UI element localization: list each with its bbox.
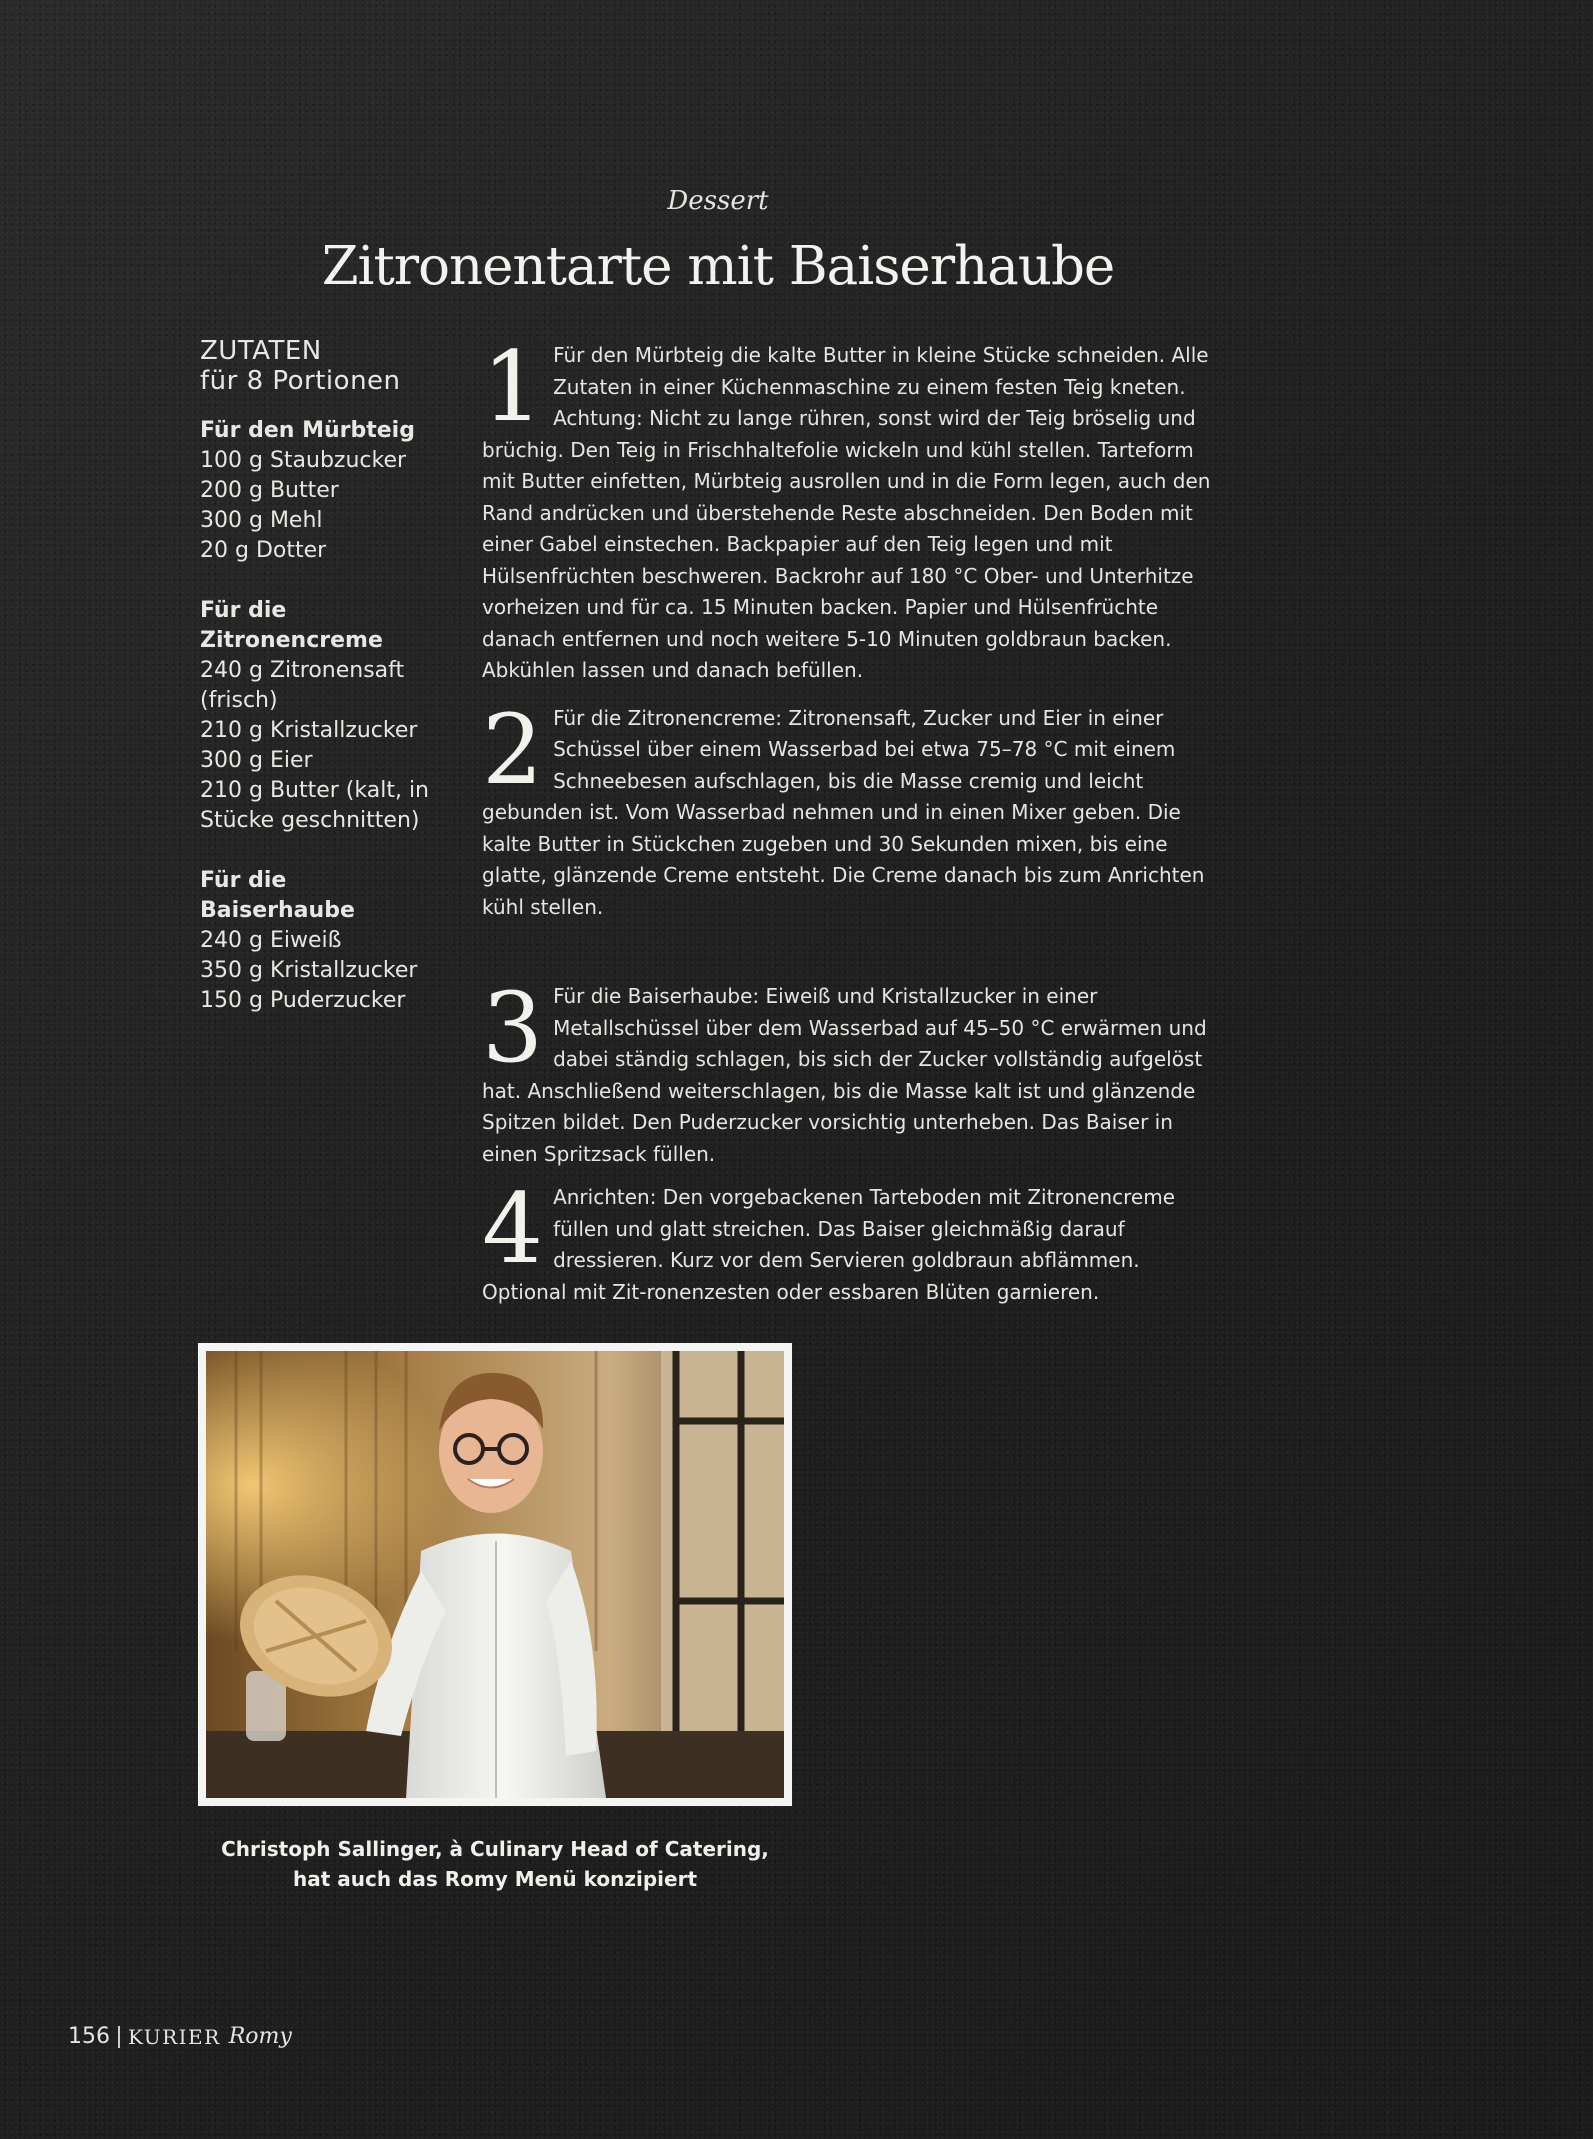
portions-label: für 8 Portionen (200, 366, 401, 396)
ingredient-item: 300 g Eier (200, 748, 313, 773)
step-number: 1 (482, 331, 544, 443)
ingredient-group-zitronencreme (200, 596, 440, 836)
step-2 (482, 693, 1222, 924)
ingredient-item: (frisch) (200, 688, 278, 713)
ingredient-item: 240 g Zitronensaft (200, 658, 405, 683)
ingredient-group-title: Für die Baiserhaube (200, 868, 355, 923)
ingredients-heading: ZUTATEN (200, 336, 322, 366)
page-number: 156 (68, 2024, 110, 2049)
ingredient-item: 210 g Butter (kalt, in (200, 778, 430, 803)
step-3 (482, 972, 1222, 1170)
steps-column (482, 331, 1222, 1308)
magazine-brand-suffix: Romy (228, 2024, 292, 2049)
step-1 (482, 331, 1222, 687)
ingredient-item: 210 g Kristallzucker (200, 718, 418, 743)
ingredient-group-title: Für den Mürbteig (200, 418, 415, 443)
caption-line: Christoph Sallinger, à Culinary Head of Catering, (221, 1837, 769, 1861)
ingredient-item: 240 g Eiweiß (200, 928, 342, 953)
ingredient-group-title: Für die (200, 598, 287, 623)
footer-divider (118, 2026, 120, 2048)
step-number: 4 (482, 1173, 544, 1285)
ingredient-item: 150 g Puderzucker (200, 988, 406, 1013)
ingredient-item: Stücke geschnitten) (200, 808, 420, 833)
ingredient-item: 300 g Mehl (200, 508, 323, 533)
caption-line: hat auch das Romy Menü konzipiert (292, 1867, 697, 1891)
step-text: Für die Zitronencreme: Zitronensaft, Zucker und Eier in einer Schüssel über einem Wasserbad bei etwa 75–78 °C mit einem Schneebesen aufschlagen, bis die Masse cremig und leicht gebunden ist. Vom Wasserbad nehmen und in einen Mixer geben. Die kalte Butter in Stückchen zugeben und 30 Sekunden mixen, bis eine glatte, glänzende Creme entsteht. Die Creme danach bis zum Anrichten kühl stellen. (482, 705, 1205, 919)
chef-photo (206, 1351, 784, 1798)
chef-photo-frame (198, 1343, 792, 1806)
ingredient-group-baiserhaube (200, 866, 440, 1016)
ingredient-item: 100 g Staubzucker (200, 448, 407, 473)
photo-caption (198, 1834, 792, 1894)
section-kicker: Dessert (667, 186, 769, 216)
step-text: Für die Baiserhaube: Eiweiß und Kristallzucker in einer Metallschüssel über dem Wasserbad auf 45–50 °C erwärmen und dabei ständig schlagen, bis sich der Zucker vollständig aufgelöst hat. Anschließend weiterschlagen, bis die Masse kalt ist und glänzende Spitzen bildet. Den Puderzucker vorsichtig unterheben. Das Baiser in einen Spritzsack füllen. (482, 984, 1207, 1166)
page-footer (68, 2024, 292, 2049)
ingredient-group-muerbteig (200, 416, 440, 566)
recipe-title: Zitronentarte mit Baiserhaube (321, 236, 1115, 297)
ingredient-item: 20 g Dotter (200, 538, 327, 563)
magazine-brand: KURIER (128, 2024, 221, 2049)
ingredient-item: 200 g Butter (200, 478, 339, 503)
step-number: 3 (482, 972, 544, 1084)
ingredient-item: 350 g Kristallzucker (200, 958, 418, 983)
step-number: 2 (482, 693, 544, 806)
step-text: Anrichten: Den vorgebackenen Tarteboden mit Zitronencreme füllen und glatt streichen. Das Baiser gleichmäßig darauf dressieren. Kurz vor dem Servieren goldbraun abflämmen. Optional mit Zit-ronenzesten oder essbaren Blüten garnieren. (482, 1185, 1176, 1304)
step-4 (482, 1173, 1222, 1308)
ingredient-group-title: Zitronencreme (200, 628, 383, 653)
step-text: Für den Mürbteig die kalte Butter in kleine Stücke schneiden. Alle Zutaten in einer Küchenmaschine zu einem festen Teig kneten. Achtung: Nicht zu lange rühren, sonst wird der Teig bröselig und brüchig. Den Teig in Frischhaltefolie wickeln und kühl stellen. Tarteform mit Butter einfetten, Mürbteig ausrollen und in die Form legen, auch den Rand andrücken und überstehende Reste abschneiden. Den Boden mit einer Gabel einstechen. Backpapier auf den Teig legen und mit Hülsenfrüchten beschweren. Backrohr auf 180 °C Ober- und Unterhitze vorheizen und für ca. 15 Minuten backen. Papier und Hülsenfrüchte danach entfernen und noch weitere 5-10 Minuten goldbraun backen. Abkühlen lassen und danach befüllen. (482, 343, 1211, 682)
ingredients-column (200, 336, 440, 1046)
